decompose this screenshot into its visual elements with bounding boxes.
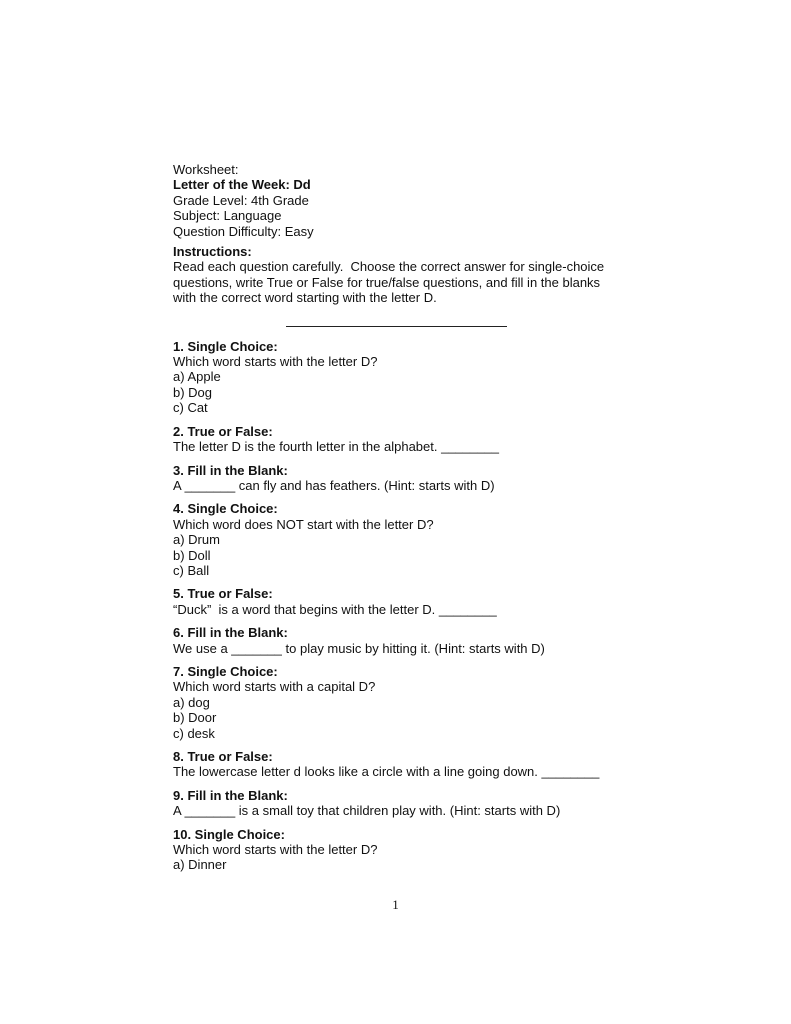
question-heading: 10. Single Choice: bbox=[173, 826, 285, 842]
question-text: Which word starts with a capital D? bbox=[173, 679, 376, 695]
question-text: A _______ can fly and has feathers. (Hint: starts with D) bbox=[173, 477, 495, 493]
instructions-line: questions, write True or False for true/false questions, and fill in the blanks bbox=[173, 274, 601, 290]
question-heading: 3. Fill in the Blank: bbox=[173, 462, 288, 478]
question-8 bbox=[173, 749, 633, 780]
question-2 bbox=[173, 424, 633, 455]
instructions bbox=[173, 244, 633, 306]
page-number: 1 bbox=[392, 897, 399, 912]
answer-option: a) Dinner bbox=[173, 857, 227, 873]
question-heading: 6. Fill in the Blank: bbox=[173, 625, 288, 641]
question-text: “Duck” is a word that begins with the letter D. ________ bbox=[173, 601, 497, 617]
question-heading: 7. Single Choice: bbox=[173, 663, 278, 679]
answer-option: a) dog bbox=[173, 694, 210, 710]
question-heading: 4. Single Choice: bbox=[173, 501, 278, 517]
answer-option: c) Cat bbox=[173, 400, 208, 416]
question-text: The lowercase letter d looks like a circle with a line going down. ________ bbox=[173, 764, 600, 780]
question-text: We use a _______ to play music by hitting it. (Hint: starts with D) bbox=[173, 640, 545, 656]
question-heading: 9. Fill in the Blank: bbox=[173, 787, 288, 803]
instructions-line: Read each question carefully. Choose the correct answer for single-choice bbox=[173, 259, 605, 275]
question-10 bbox=[173, 827, 633, 873]
answer-option: b) Door bbox=[173, 710, 217, 726]
question-text: Which word does NOT start with the letter D? bbox=[173, 516, 434, 532]
question-text: The letter D is the fourth letter in the alphabet. ________ bbox=[173, 439, 499, 455]
question-3 bbox=[173, 463, 633, 494]
worksheet-page bbox=[173, 162, 633, 873]
question-1 bbox=[173, 339, 633, 416]
question-text: Which word starts with the letter D? bbox=[173, 842, 378, 858]
worksheet-header bbox=[173, 162, 633, 239]
question-6 bbox=[173, 625, 633, 656]
answer-option: b) Doll bbox=[173, 547, 211, 563]
question-heading: 5. True or False: bbox=[173, 586, 273, 602]
question-9 bbox=[173, 788, 633, 819]
question-5 bbox=[173, 586, 633, 617]
question-list bbox=[173, 339, 633, 873]
section-divider bbox=[286, 326, 507, 327]
instructions-line: with the correct word starting with the letter D. bbox=[173, 290, 437, 306]
answer-option: a) Apple bbox=[173, 369, 221, 385]
answer-option: b) Dog bbox=[173, 384, 213, 400]
question-heading: 2. True or False: bbox=[173, 423, 273, 439]
question-4 bbox=[173, 501, 633, 578]
subject: Subject: Language bbox=[173, 208, 282, 224]
answer-option: a) Drum bbox=[173, 532, 220, 548]
question-text: A _______ is a small toy that children play with. (Hint: starts with D) bbox=[173, 803, 561, 819]
question-7 bbox=[173, 664, 633, 741]
question-heading: 1. Single Choice: bbox=[173, 338, 278, 354]
answer-option: c) Ball bbox=[173, 562, 210, 578]
worksheet-title: Letter of the Week: Dd bbox=[173, 177, 311, 193]
question-heading: 8. True or False: bbox=[173, 749, 273, 764]
instructions-heading: Instructions: bbox=[173, 244, 252, 260]
question-difficulty: Question Difficulty: Easy bbox=[173, 223, 314, 239]
question-text: Which word starts with the letter D? bbox=[173, 354, 378, 370]
answer-option: c) desk bbox=[173, 725, 215, 741]
worksheet-label: Worksheet: bbox=[173, 162, 239, 177]
grade-level: Grade Level: 4th Grade bbox=[173, 192, 309, 208]
